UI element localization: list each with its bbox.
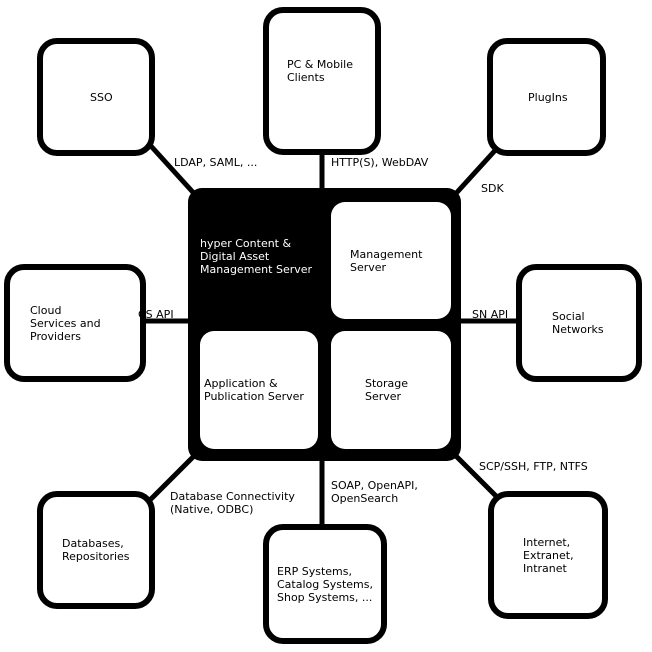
plugins-node [487, 38, 606, 156]
storage-server-label: Storage Server [365, 377, 409, 403]
databases-node [37, 491, 155, 609]
application-server-box [200, 331, 318, 449]
cloud-services-node [4, 264, 146, 382]
connector-internet [450, 450, 500, 500]
sso-connection-label: LDAP, SAML, ... [174, 156, 258, 169]
plugins-label: PlugIns [528, 90, 568, 104]
social-networks-label: Social Networks [552, 310, 604, 336]
pc-mobile-clients-node [263, 7, 381, 155]
application-server-label: Application & Publication Server [204, 377, 304, 403]
erp-systems-label: ERP Systems, Catalog Systems, Shop Systems, ... [277, 564, 373, 604]
internet-node [488, 491, 608, 619]
internet-connection-label: SCP/SSH, FTP, NTFS [479, 460, 588, 473]
storage-server-box [331, 331, 451, 449]
erp-systems-node [263, 524, 387, 644]
sso-label: SSO [90, 90, 113, 104]
management-server-box [331, 202, 451, 319]
sso-node [37, 38, 155, 156]
databases-label: Databases, Repositories [62, 537, 130, 563]
social-networks-node [516, 264, 642, 382]
server-title: hyper Content & Digital Asset Management Server [200, 237, 313, 276]
clients-connection-label: HTTP(S), WebDAV [331, 156, 429, 169]
erp-connection-label: SOAP, OpenAPI, OpenSearch [331, 479, 418, 505]
social-connection-label: SN API [472, 308, 509, 321]
databases-connection-label: Database Connectivity (Native, ODBC) [170, 490, 295, 516]
plugins-connection-label: SDK [481, 182, 504, 195]
internet-label: Internet, Extranet, Intranet [523, 535, 574, 575]
cloud-services-label: Cloud Services and Providers [30, 303, 101, 343]
management-server-label: Management Server [350, 247, 423, 274]
cloud-connection-label: CS API [138, 308, 174, 321]
pc-mobile-clients-label: PC & Mobile Clients [287, 58, 353, 84]
